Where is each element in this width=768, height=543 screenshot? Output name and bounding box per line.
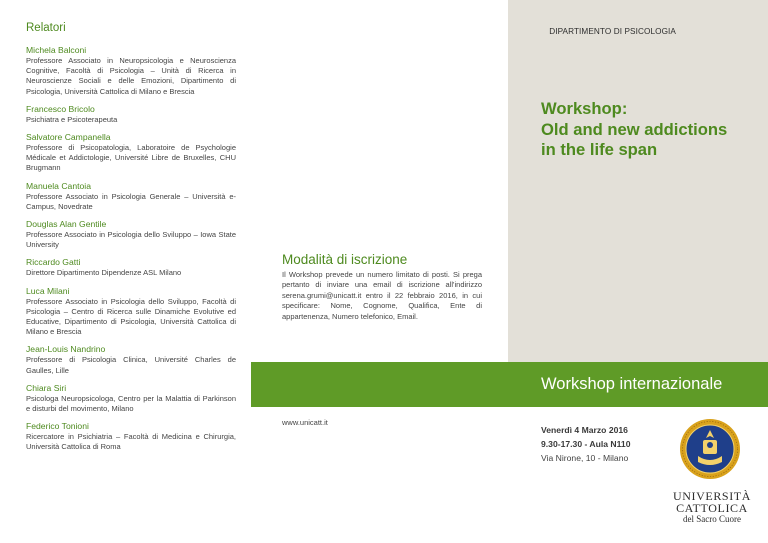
workshop-title-line: Old and new addictions: [541, 119, 728, 139]
speaker-entry: [26, 132, 236, 174]
logo-line: del Sacro Cuore: [683, 514, 741, 524]
speaker-role: Professore di Psicopatologia, Laboratoire de Psychologie Médicale et Addictologie, Université Libre de Bruxelles, CHU Brugmann: [26, 143, 236, 173]
speaker-role: Professore di Psicologia Clinica, Université Charles de Gaulles, Lille: [26, 355, 236, 375]
registration-title: Modalità di iscrizione: [282, 252, 408, 267]
speaker-role: Professore Associato in Psicologia Generale – Università e-Campus, Novedrate: [26, 191, 236, 211]
cover-panel: [508, 0, 768, 362]
workshop-title: [541, 99, 761, 161]
speaker-name: Chiara Siri: [26, 382, 67, 393]
speaker-name: Jean-Louis Nandrino: [26, 344, 106, 355]
speaker-entry: [26, 219, 236, 250]
department-label: DIPARTIMENTO DI PSICOLOGIA: [549, 27, 676, 36]
event-place: Via Nirone, 10 - Milano: [541, 453, 629, 463]
speaker-entry: [26, 45, 236, 97]
university-logo: [666, 490, 758, 525]
speakers-list: [26, 45, 236, 453]
speakers-column: [26, 22, 236, 460]
logo-line: UNIVERSITÀ: [673, 489, 751, 503]
workshop-title-line: Workshop:: [541, 99, 628, 118]
speaker-role: Psicologa Neuropsicologa, Centro per la Malattia di Parkinson e disturbi del movimento, Milano: [26, 393, 236, 414]
workshop-title-line: in the life span: [541, 140, 658, 159]
speaker-role: Professore Associato in Neuropsicologia e Neuroscienza Cognitive, Facoltà di Psicologia – Unità di Ricerca in Neuroscienze Sociali e delle Emozioni, Dipartimento di Psicologia, Università Cattolica di Milano e Brescia: [26, 56, 236, 96]
event-time: 9.30-17.30 - Aula N110: [541, 439, 631, 449]
speaker-entry: [26, 181, 236, 212]
speaker-name: Federico Tonioni: [26, 421, 89, 432]
speakers-heading: Relatori: [26, 22, 66, 34]
speaker-role: Psichiatra e Psicoterapeuta: [26, 114, 118, 124]
logo-line: CATTOLICA: [676, 501, 748, 515]
speaker-role: Direttore Dipartimento Dipendenze ASL Milano: [26, 268, 182, 278]
event-date: Venerdì 4 Marzo 2016: [541, 425, 628, 435]
university-seal-icon: [679, 418, 741, 480]
speaker-entry: [26, 257, 236, 278]
speaker-name: Douglas Alan Gentile: [26, 219, 107, 230]
speaker-name: Michela Balconi: [26, 45, 87, 55]
website-link[interactable]: www.unicatt.it: [282, 418, 328, 427]
speaker-name: Salvatore Campanella: [26, 132, 111, 143]
speaker-entry: [26, 344, 236, 375]
speaker-name: Luca Milani: [26, 285, 70, 296]
registration-text: Il Workshop prevede un numero limitato di posti. Si prega pertanto di inviare una email di iscrizione all'indirizzo serena.grumi@unicatt.it entro il 22 febbraio 2016, in cui specificare: Nome, Cognome, Qualifica, Ente di appartenenza, Numero telefonico, Email.: [282, 270, 482, 321]
speaker-entry: [26, 421, 236, 452]
speaker-name: Francesco Bricolo: [26, 103, 95, 114]
speaker-name: Manuela Cantoia: [26, 180, 91, 191]
band-title: Workshop internazionale: [541, 375, 723, 393]
speaker-entry: [26, 383, 236, 414]
speaker-role: Professore Associato in Psicologia dello Sviluppo, Facoltà di Psicologia – Centro di Ricerca sulle Dinamiche Evolutive ed Educative, Dipartimento di Psicologia, Università Cattolica di Milano e Brescia: [26, 296, 236, 337]
speaker-name: Riccardo Gatti: [26, 257, 81, 268]
speaker-role: Professore Associato in Psicologia dello Sviluppo – Iowa State University: [26, 230, 236, 250]
speaker-entry: [26, 286, 236, 338]
speaker-entry: [26, 104, 236, 125]
speaker-role: Ricercatore in Psichiatria – Facoltà di Medicina e Chirurgia, Università Cattolica di Roma: [26, 432, 236, 452]
